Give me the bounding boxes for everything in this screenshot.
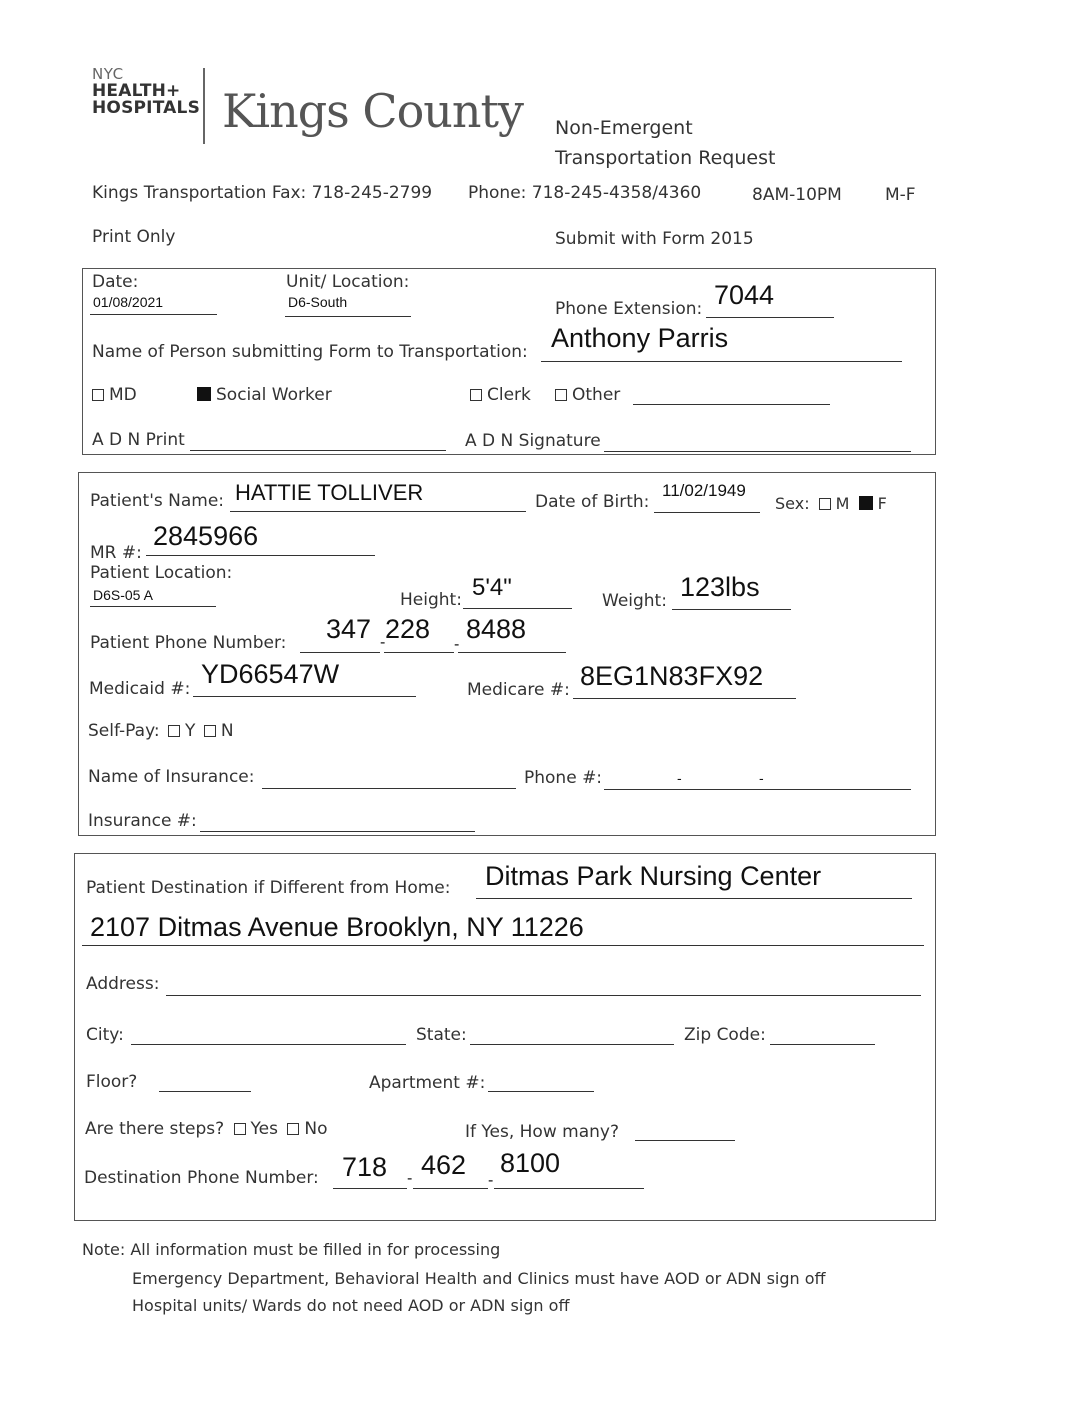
transport-fax: Kings Transportation Fax: 718-245-2799 [92,183,433,203]
unit-location-label: Unit/ Location: [286,272,410,292]
sex-m-label: M [835,494,850,513]
facility-name: Kings County [222,84,523,138]
self-pay-field [88,721,234,741]
destination-phone-line-underline [494,1188,644,1189]
adn-signature-field[interactable] [604,451,911,452]
destination-address-line-underline [82,945,924,946]
date-value[interactable]: 01/08/2021 [93,294,164,310]
patient-location-value[interactable]: D6S-05 A [93,587,153,603]
submitter-underline [541,361,902,362]
destination-phone-area[interactable]: 718 [342,1152,388,1182]
medicaid-value[interactable]: YD66547W [201,659,340,689]
sex-label: Sex: [775,494,810,513]
steps-no-checkbox[interactable] [287,1123,299,1135]
patient-phone-prefix-underline [384,652,454,653]
steps-yes-checkbox[interactable] [234,1123,246,1135]
dob-underline [654,512,760,513]
patient-phone-sep2: - [454,636,460,653]
self-pay-label: Self-Pay: [88,721,160,741]
hospital-logo [92,66,200,117]
self-pay-n-checkbox[interactable] [204,725,216,737]
role-clerk-label: Clerk [487,385,531,405]
transport-phone: Phone: 718-245-4358/4360 [468,183,702,203]
insurance-number-field[interactable] [200,831,475,832]
role-social-worker-option[interactable] [197,385,332,405]
destination-name-underline [476,898,912,899]
self-pay-n-label: N [220,721,234,741]
medicare-label: Medicare #: [467,680,570,700]
phone-extension-label: Phone Extension: [555,299,703,319]
medicare-underline [573,698,796,699]
destination-phone-area-underline [333,1188,407,1189]
steps-no-label: No [304,1119,328,1139]
logo-line-hospitals: HOSPITALS [92,98,201,118]
sex-f-checkbox[interactable] [859,496,873,510]
patient-name-underline [230,511,526,512]
insurance-number-label: Insurance #: [88,811,197,831]
dob-value[interactable]: 11/02/1949 [662,481,746,500]
print-only-note: Print Only [92,227,176,247]
logo-divider [203,68,205,144]
insurance-phone-sep1: - [677,770,682,786]
role-md-label: MD [109,385,137,405]
logo-line-nyc: NYC [92,65,124,83]
mr-value[interactable]: 2845966 [153,521,259,551]
destination-phone-label: Destination Phone Number: [84,1168,319,1188]
steps-field [85,1119,328,1139]
phone-extension-value[interactable]: 7044 [714,280,775,310]
role-md-checkbox[interactable] [92,389,104,401]
footer-note: Note: All information must be filled in for processing [82,1240,501,1259]
state-field[interactable] [470,1044,674,1045]
submitter-value[interactable]: Anthony Parris [551,323,729,353]
destination-phone-prefix-underline [413,1188,488,1189]
date-underline [90,314,217,315]
role-social-worker-label: Social Worker [216,385,332,405]
service-days: M-F [885,185,916,205]
destination-name-value[interactable]: Ditmas Park Nursing Center [485,861,822,891]
address-field[interactable] [166,995,921,996]
submitter-label: Name of Person submitting Form to Transportation: [92,342,528,362]
role-other-checkbox[interactable] [555,389,567,401]
mr-label: MR #: [90,543,142,563]
role-clerk-option[interactable] [470,385,531,405]
height-label: Height: [400,590,462,610]
height-underline [463,608,572,609]
patient-phone-label: Patient Phone Number: [90,633,287,653]
role-other-underline[interactable] [633,404,830,405]
adn-signature-label: A D N Signature [465,431,601,451]
weight-label: Weight: [602,591,667,611]
phone-extension-underline [706,317,834,318]
apartment-field[interactable] [488,1091,594,1092]
logo-line-health: HEALTH+ [92,81,181,101]
weight-underline [672,609,791,610]
patient-location-label: Patient Location: [90,563,233,583]
patient-phone-area-underline [300,652,380,653]
apartment-label: Apartment #: [369,1073,486,1093]
unit-location-value[interactable]: D6-South [288,294,348,310]
form-title [555,113,775,173]
medicaid-label: Medicaid #: [89,679,191,699]
insurance-name-label: Name of Insurance: [88,767,255,787]
patient-phone-sep1: - [380,634,386,651]
sex-m-checkbox[interactable] [819,498,831,510]
patient-phone-line[interactable]: 8488 [466,614,527,644]
form-title-line2: Transportation Request [555,147,776,169]
footer-note-line1: Emergency Department, Behavioral Health and Clinics must have AOD or ADN sign off [132,1269,826,1288]
city-field[interactable] [131,1044,406,1045]
date-label: Date: [92,272,139,292]
zip-code-label: Zip Code: [684,1025,766,1045]
destination-address-line-value[interactable]: 2107 Ditmas Avenue Brooklyn, NY 11226 [90,912,584,942]
patient-location-underline [90,606,216,607]
adn-print-label: A D N Print [92,430,185,450]
floor-field[interactable] [159,1091,251,1092]
service-hours: 8AM-10PM [752,185,842,205]
patient-name-label: Patient's Name: [90,491,225,511]
role-md-option[interactable] [92,385,137,405]
address-label: Address: [86,974,160,994]
sex-f-label: F [877,494,887,513]
patient-phone-line-underline [458,652,566,653]
mr-underline [146,555,375,556]
patient-name-value[interactable]: HATTIE TOLLIVER [235,480,424,505]
insurance-phone-label: Phone #: [524,768,603,788]
destination-label: Patient Destination if Different from Home: [86,878,451,898]
state-label: State: [416,1025,467,1045]
sex-field [775,494,887,513]
destination-phone-line[interactable]: 8100 [500,1148,561,1178]
how-many-field[interactable] [635,1140,735,1141]
steps-label: Are there steps? [85,1119,225,1139]
destination-phone-prefix[interactable]: 462 [421,1150,467,1180]
role-other-option[interactable] [555,385,620,405]
medicare-value[interactable]: 8EG1N83FX92 [580,661,764,691]
height-value[interactable]: 5'4" [472,574,512,601]
footer-note-line2: Hospital units/ Wards do not need AOD or ADN sign off [132,1296,570,1315]
adn-print-field[interactable] [190,450,446,451]
patient-phone-area[interactable]: 347 [326,614,372,644]
self-pay-y-checkbox[interactable] [168,725,180,737]
unit-location-underline [285,316,411,317]
submit-with-note: Submit with Form 2015 [555,229,754,249]
role-social-worker-checkbox[interactable] [197,387,211,401]
insurance-name-field[interactable] [262,788,516,789]
floor-label: Floor? [86,1072,138,1092]
weight-value[interactable]: 123lbs [680,572,760,602]
steps-yes-label: Yes [250,1119,278,1139]
city-label: City: [86,1025,124,1045]
insurance-phone-sep2: - [759,770,764,786]
form-title-line1: Non-Emergent [555,117,693,139]
insurance-phone-field[interactable] [604,789,911,790]
role-other-label: Other [572,385,621,405]
self-pay-y-label: Y [185,721,196,741]
medicaid-underline [193,696,416,697]
destination-phone-sep2: - [488,1172,494,1189]
role-clerk-checkbox[interactable] [470,389,482,401]
zip-code-field[interactable] [770,1044,875,1045]
destination-phone-sep1: - [407,1170,413,1187]
patient-phone-prefix[interactable]: 228 [385,614,431,644]
dob-label: Date of Birth: [535,492,650,512]
how-many-label: If Yes, How many? [465,1122,619,1142]
